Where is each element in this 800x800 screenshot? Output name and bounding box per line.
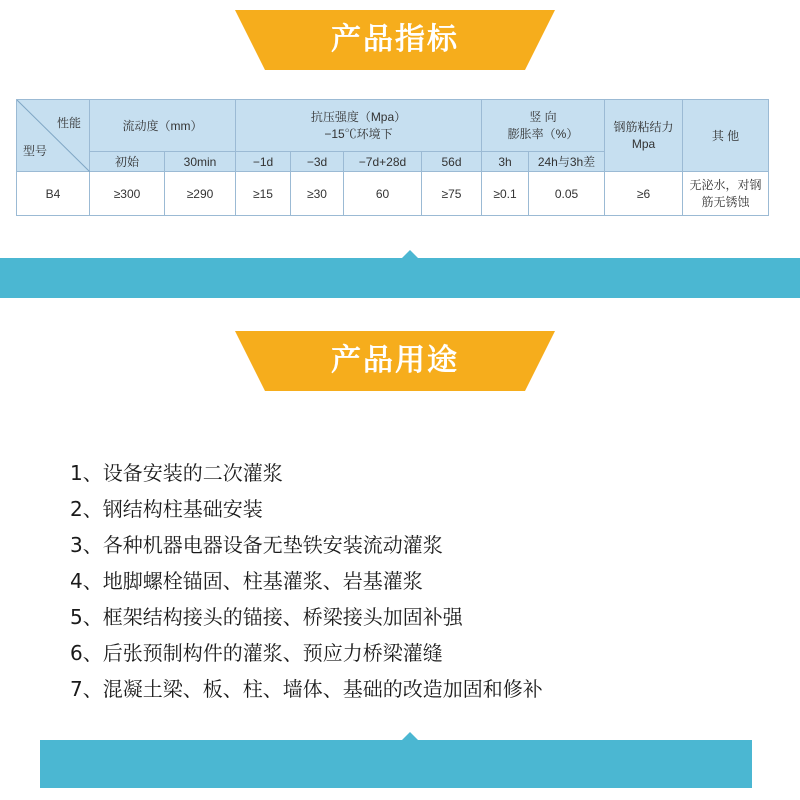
other-line2: 筋无锈蚀 (701, 194, 750, 209)
list-item: 5、框架结构接头的锚接、桥梁接头加固补强 (70, 605, 463, 629)
value-cell: ≥75 (422, 172, 482, 216)
value-cell: ≥290 (165, 172, 236, 216)
uses-list (70, 455, 543, 707)
sub-header: 3h (482, 152, 529, 172)
corner-bottom-label: 型号 (23, 144, 48, 158)
other-line1: 无泌水，对钢 (689, 177, 762, 192)
divider-band (0, 258, 800, 298)
expansion-header (482, 100, 605, 152)
other-header: 其 他 (683, 100, 769, 172)
sub-header: 24h与3h差 (529, 152, 605, 172)
sub-header: −1d (236, 152, 291, 172)
value-cell: ≥30 (291, 172, 344, 216)
table-row (17, 172, 769, 216)
corner-top-label: 性能 (56, 116, 81, 130)
spec-banner (235, 10, 555, 70)
spec-banner-title: 产品指标 (331, 22, 459, 57)
value-cell: 0.05 (529, 172, 605, 216)
bond-header-line2: Mpa (631, 136, 656, 151)
corner-header-cell (17, 100, 90, 172)
band-notch (402, 250, 418, 258)
bond-header (605, 100, 683, 172)
band-notch (402, 732, 418, 740)
use-banner-title: 产品用途 (331, 343, 459, 378)
model-cell: B4 (17, 172, 90, 216)
list-item: 6、后张预制构件的灌浆、预应力桥梁灌缝 (70, 641, 443, 665)
sub-header: 30min (165, 152, 236, 172)
bond-header-line1: 钢筋粘结力 (613, 119, 674, 134)
value-cell: ≥6 (605, 172, 683, 216)
strength-header-line1: 抗压强度（Mpa） (310, 109, 407, 124)
flow-header: 流动度（mm） (90, 100, 236, 152)
diagonal-line (17, 100, 90, 172)
spec-table (16, 99, 769, 216)
sub-header: 56d (422, 152, 482, 172)
use-banner (235, 331, 555, 391)
strength-header (236, 100, 482, 152)
value-cell: ≥15 (236, 172, 291, 216)
list-item: 3、各种机器电器设备无垫铁安装流动灌浆 (70, 533, 443, 557)
list-item: 1、设备安装的二次灌浆 (70, 461, 283, 485)
list-item: 4、地脚螺栓锚固、柱基灌浆、岩基灌浆 (70, 569, 423, 593)
sub-header: 初始 (90, 152, 165, 172)
strength-header-line2: −15℃环境下 (324, 126, 393, 141)
sub-header: −3d (291, 152, 344, 172)
value-cell: 60 (344, 172, 422, 216)
list-item: 2、钢结构柱基础安装 (70, 497, 263, 521)
expansion-header-line2: 膨胀率（%） (507, 126, 579, 141)
value-cell: ≥300 (90, 172, 165, 216)
other-cell (683, 172, 769, 216)
value-cell: ≥0.1 (482, 172, 529, 216)
sub-header: −7d+28d (344, 152, 422, 172)
list-item: 7、混凝土梁、板、柱、墙体、基础的改造加固和修补 (70, 677, 543, 701)
expansion-header-line1: 竖 向 (529, 109, 557, 124)
footer-band (40, 740, 752, 788)
